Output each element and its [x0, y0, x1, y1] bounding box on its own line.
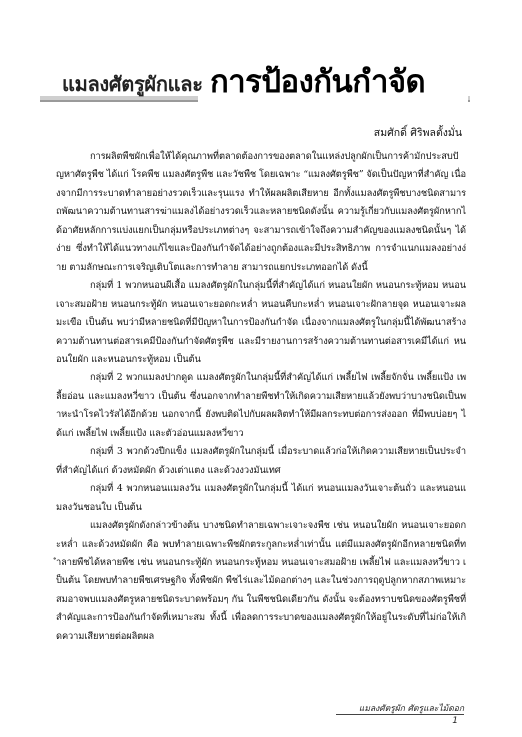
paragraph-group-3: กลุ่มที่ 3 พวกด้วงปีกแข็ง แมลงศัตรูผักในกลุ่มนี้ เมื่อระบาดแล้วก่อให้เกิดความเสียหายเป็นประจำ ที่สำคัญได้แก่ ด้วงหมัดผัก ด้วงเต่าแตง และด้วงงวงมันเทศ [56, 446, 466, 476]
article-body [56, 148, 466, 646]
paragraph-group-4: กลุ่มที่ 4 พวกหนอนแมลงวัน แมลงศัตรูผักในกลุ่มนี้ ได้แก่ หนอนแมลงวันเจาะต้นถั่ว และหนอนแมลงวันชอนใบ เป็นต้น [56, 483, 466, 513]
footer-rule [336, 714, 464, 715]
running-footer-title: แมลงศัตรูผัก ศัตรูและไม้ดอก [358, 704, 464, 714]
paragraph-intro: การผลิตพืชผักเพื่อให้ได้คุณภาพที่ตลาดต้องการของตลาดในแหล่งปลูกผักเป็นการค้ามักประสบปัญหาศัตรูพืช ได้แก่ โรคพืช แมลงศัตรูพืช และวัชพืช โดยเฉพาะ “แมลงศัตรูพืช” จัดเป็นปัญหาที่สำคัญ เนื่องจากมีการระบาดทำลายอย่างรวดเร็วและรุนแรง ทำให้ผลผลิตเสียหาย อีกทั้งแมลงศัตรูพืชบางชนิดสามารถพัฒนาความต้านทานสารฆ่าแมลงได้อย่างรวดเร็วและหลายชนิดดังนั้น ความรู้เกี่ยวกับแมลงศัตรูผักหากได้อาศัยหลักการแบ่งแยกเป็นกลุ่มหรือประเภทต่างๆ จะสามารถเข้าใจถึงความสำคัญของแมลงชนิดนั้นๆ ได้ง่าย ซึ่งทำให้ได้แนวทางแก้ไขและป้องกันกำจัดได้อย่างถูกต้องและมีประสิทธิภาพ การจำแนกแมลงอย่างง่าย ตามลักษณะการเจริญเติบโตและการทำลาย สามารถแยกประเภทออกได้ ดังนี้ [56, 151, 466, 273]
paragraph-group-1: กลุ่มที่ 1 พวกหนอนผีเสื้อ แมลงศัตรูผักในกลุ่มนี้ที่สำคัญได้แก่ หนอนใยผัก หนอนกระทู้หอม หนอนเจาะสมอฝ้าย หนอนกระทู้ผัก หนอนเจาะยอดกะหล่ำ หนอนคืบกะหล่ำ หนอนเจาะฝักลายจุด หนอนเจาะผลมะเขือ เป็นต้น พบว่ามีหลายชนิดที่มีปัญหาในการป้องกันกำจัด เนื่องจากแมลงศัตรูในกลุ่มนี้ได้พัฒนาสร้างความต้านทานต่อสารเคมีป้องกันกำจัดศัตรูพืช และมีรายงานการสร้างความต้านทานต่อสารเคมีได้แก่ หนอนใยผัก และหนอนกระทู้หอม เป็นต้น [56, 280, 466, 365]
author-name: สมศักดิ์ ศิริพลตั้งมั่น [373, 127, 462, 139]
paragraph-group-2: กลุ่มที่ 2 พวกแมลงปากดูด แมลงศัตรูผักในกลุ่มนี้ที่สำคัญได้แก่ เพลี้ยไฟ เพลี้ยจักจั่น เพลี้ยแป้ง เพลี้ยอ่อน และแมลงหวี่ขาว เป็นต้น ซึ่งนอกจากทำลายพืชทำให้เกิดความเสียหายแล้วยังพบว่าบางชนิดเป็นพาหะนำโรคไวรัสได้อีกด้วย นอกจากนี้ ยังพบติดไปกับผลผลิตทำให้มีผลกระทบต่อการส่งออก ที่มีพบบ่อยๆ ได้แก่ เพลี้ยไฟ เพลี้ยแป้ง และตัวอ่อนแมลงหวี่ขาว [56, 372, 466, 439]
paragraph-summary: แมลงศัตรูผักดังกล่าวข้างต้น บางชนิดทำลายเฉพาะเจาะจงพืช เช่น หนอนใยผัก หนอนเจาะยอดกะหล่ำ และด้วงหมัดผัก คือ พบทำลายเฉพาะพืชผักตระกูลกะหล่ำเท่านั้น แต่มีแมลงศัตรูผักอีกหลายชนิดที่ทำลายพืชได้หลายพืช เช่น หนอนกระทู้ผัก หนอนกระทู้หอม หนอนเจาะสมอฝ้าย เพลี้ยไฟ และแมลงหวี่ขาว เป็นต้น โดยพบทำลายพืชเศรษฐกิจ ทั้งพืชผัก พืชไร่และไม้ดอกต่างๆ และในช่วงการฤดูปลูกหากสภาพเหมาะสมอาจพบแมลงศัตรูหลายชนิดระบาดพร้อมๆ กัน ในพืชชนิดเดียวกัน ดังนั้น จะต้องทราบชนิดของศัตรูพืชที่สำคัญและการป้องกันกำจัดที่เหมาะสม ทั้งนี้ เพื่อลดการระบาดของแมลงศัตรูผักให้อยู่ในระดับที่ไม่ก่อให้เกิดความเสียหายต่อผลิตผล [56, 520, 466, 642]
page-number: 1 [452, 716, 458, 726]
title-prefix: แมลงศัตรูผักและ [62, 72, 203, 96]
page-title: การป้องกันกำจัด [210, 64, 426, 100]
